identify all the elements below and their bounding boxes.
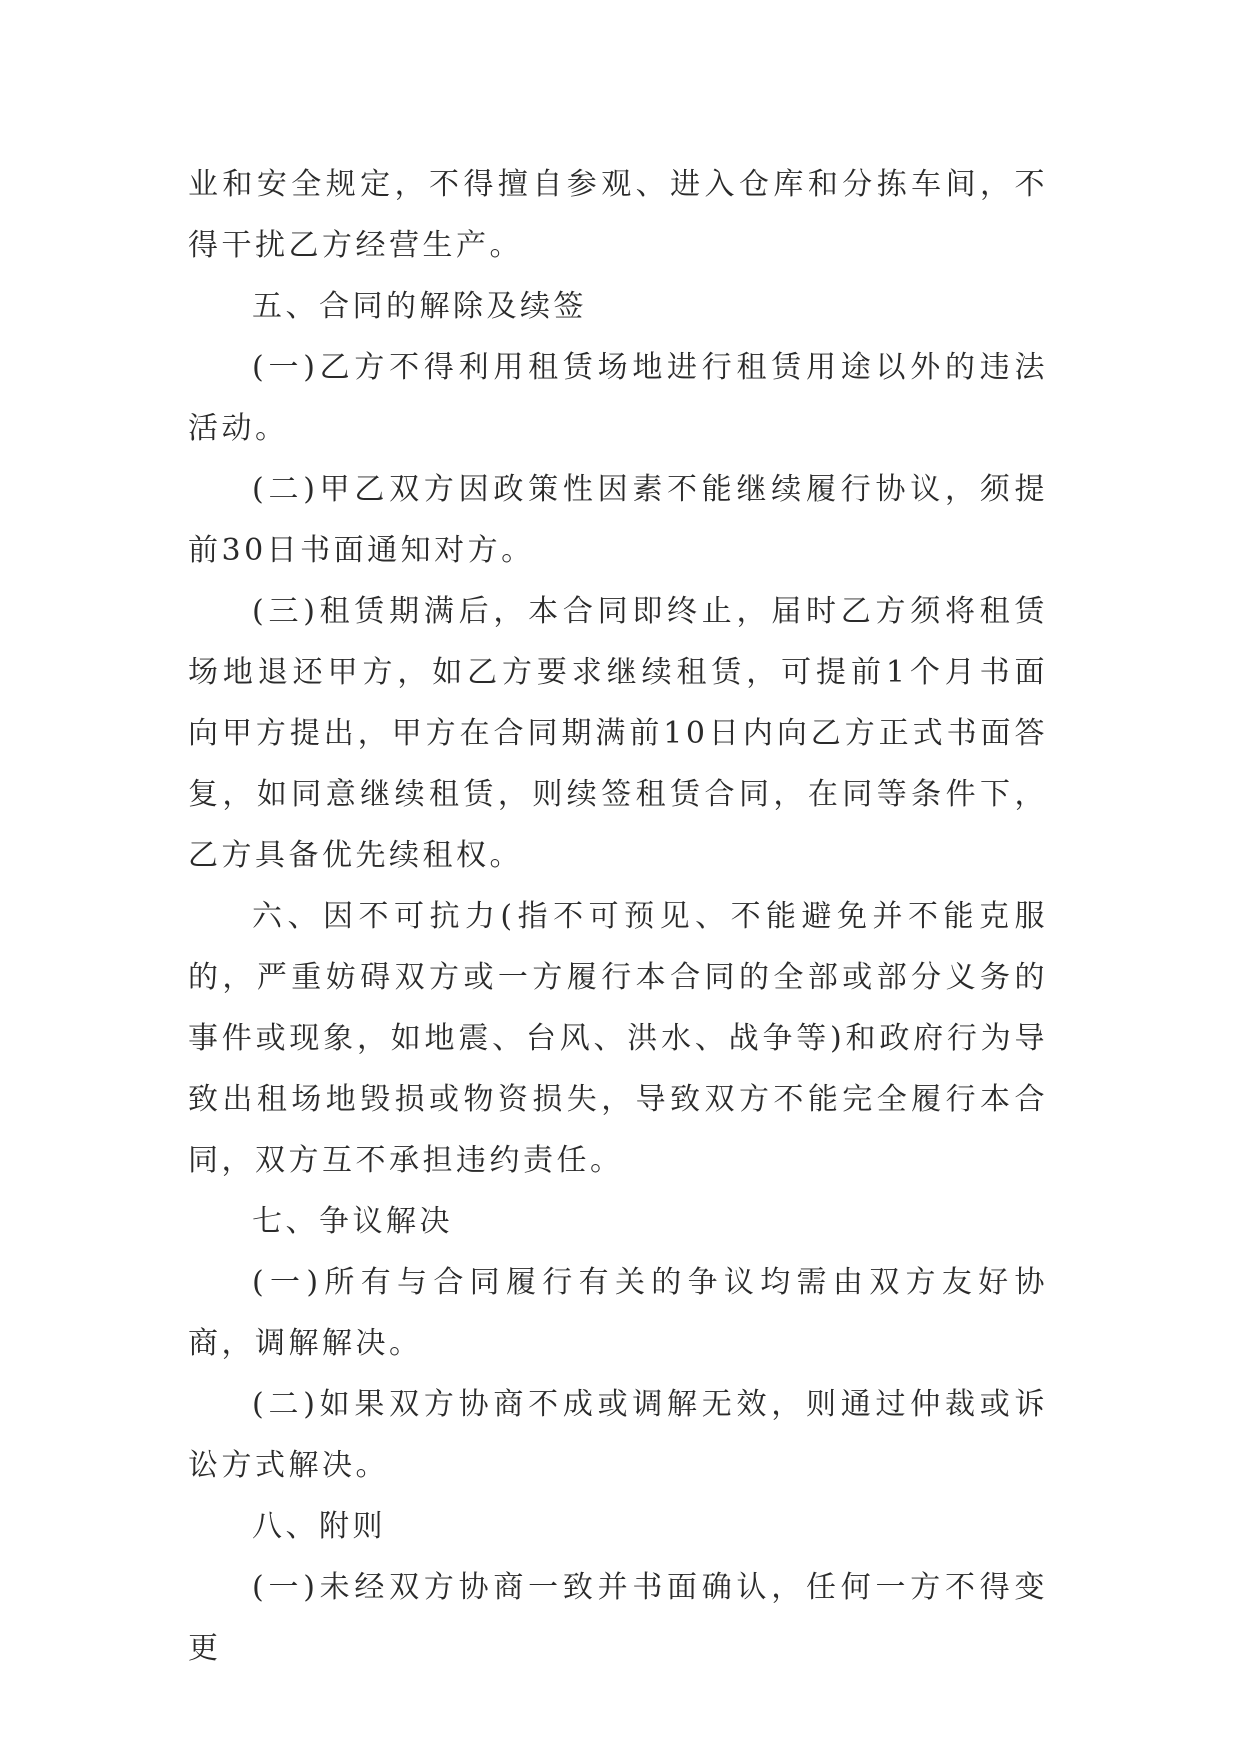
paragraph-continuation: 业和安全规定，不得擅自参观、进入仓库和分拣车间，不得干扰乙方经营生产。 — [188, 167, 1048, 263]
section-heading-8: 八、附则 — [252, 1509, 386, 1544]
document-body — [188, 154, 1048, 1679]
section-heading-5: 五、合同的解除及续签 — [252, 289, 587, 324]
section-heading-7: 七、争议解决 — [252, 1204, 453, 1239]
clause-8-1: (一)未经双方协商一致并书面确认，任何一方不得变更 — [188, 1570, 1048, 1666]
clause-5-1: (一)乙方不得利用租赁场地进行租赁用途以外的违法活动。 — [188, 350, 1048, 446]
clause-7-2: (二)如果双方协商不成或调解无效，则通过仲裁或诉讼方式解决。 — [188, 1387, 1048, 1483]
clause-5-3: (三)租赁期满后，本合同即终止，届时乙方须将租赁场地退还甲方，如乙方要求继续租赁，可提前1个月书面向甲方提出，甲方在合同期满前10日内向乙方正式书面答复，如同意继续租赁，则续签租赁合同，在同等条件下，乙方具备优先续租权。 — [188, 594, 1048, 873]
clause-5-2: (二)甲乙双方因政策性因素不能继续履行协议，须提前30日书面通知对方。 — [188, 472, 1048, 568]
section-6-force-majeure: 六、因不可抗力(指不可预见、不能避免并不能克服的，严重妨碍双方或一方履行本合同的全部或部分义务的事件或现象，如地震、台风、洪水、战争等)和政府行为导致出租场地毁损或物资损失，导致双方不能完全履行本合同，双方互不承担违约责任。 — [188, 899, 1048, 1178]
clause-7-1: (一)所有与合同履行有关的争议均需由双方友好协商，调解解决。 — [188, 1265, 1048, 1361]
